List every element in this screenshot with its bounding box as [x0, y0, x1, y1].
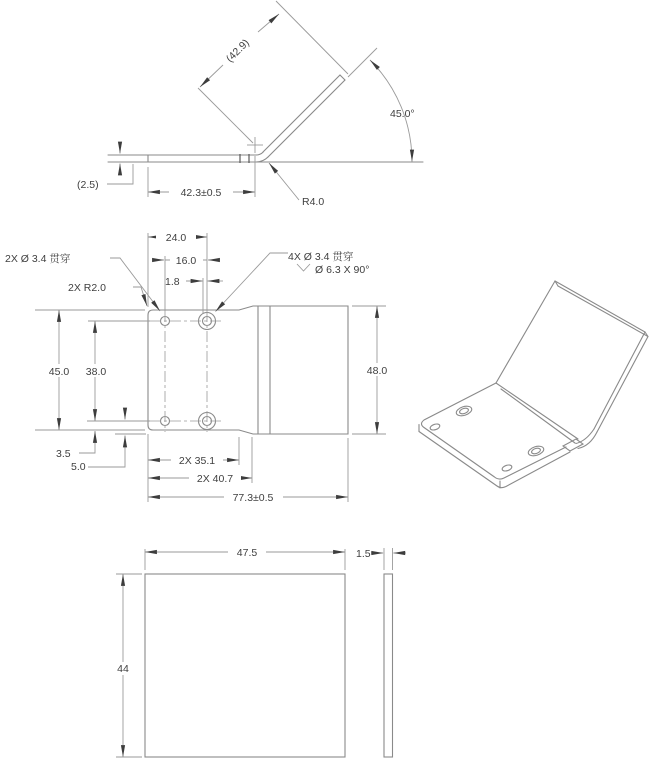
hole-countersunk-outer	[527, 444, 545, 457]
isometric-view	[419, 281, 648, 488]
bend-curve-inner	[578, 432, 597, 449]
dim-line	[258, 14, 279, 32]
leader-line	[269, 163, 299, 200]
flat-pattern-view	[5, 231, 394, 504]
part-outline	[148, 306, 348, 434]
flange-right-edge-2	[597, 337, 648, 433]
dim-base-length: 42.3±0.5	[180, 187, 222, 199]
dim-hole-cols-spacing: 16.0	[175, 255, 197, 267]
flange-top-edge-2	[558, 286, 648, 337]
leader-line	[216, 253, 289, 312]
flange-detail-view	[113, 546, 406, 757]
flange-right-edge	[594, 332, 645, 429]
countersink-icon	[297, 264, 310, 271]
hole-countersunk-outer	[455, 404, 473, 417]
base-top-face	[422, 383, 567, 479]
dim-bend-angle: 45.0°	[390, 108, 415, 120]
dim-bend-radius: R4.0	[302, 196, 325, 208]
bend-foot	[563, 439, 583, 451]
flange-top-edge	[555, 281, 645, 332]
callout-csk-line1: 4X Ø 3.4 贯穿	[288, 251, 354, 263]
dim-flange-height: 44	[117, 663, 129, 675]
flange-side-outline	[384, 574, 393, 757]
callout-holes-left: 2X Ø 3.4 贯穿	[5, 253, 71, 265]
fold-line-2	[501, 389, 575, 443]
dim-hole-to-wide-edge: 5.0	[71, 461, 86, 473]
dim-width-wide: 48.0	[366, 365, 388, 377]
dim-transition-end: 2X 40.7	[196, 473, 234, 485]
flange-left-edge	[496, 281, 555, 383]
flange-tip-cap	[340, 75, 345, 80]
dim-overall-length: 77.3±0.5	[232, 492, 274, 504]
flange-face-outline	[145, 574, 345, 757]
dim-flange-width: 47.5	[236, 547, 258, 559]
hole-plain	[429, 423, 440, 431]
leader-line	[133, 287, 147, 306]
dim-hole-rows-spacing: 38.0	[85, 366, 107, 378]
dim-flange-thickness: 1.5	[356, 548, 371, 560]
bend-inner-arc	[256, 152, 263, 155]
leader-line	[79, 431, 95, 453]
dim-edge-to-hole: 1.8	[165, 276, 180, 288]
extension-line	[198, 88, 253, 143]
flange-inner-edge	[263, 75, 340, 152]
bend-outer-arc	[256, 157, 268, 162]
callout-csk-line2: Ø 6.3 X 90°	[315, 264, 370, 276]
fold-line	[496, 383, 578, 439]
leader-line	[88, 436, 125, 468]
extension-line	[276, 1, 348, 74]
hole-plain	[501, 464, 512, 472]
dim-hole-col-offset: 24.0	[165, 232, 187, 244]
callout-corner-radius: 2X R2.0	[68, 282, 106, 294]
leader-line	[110, 258, 160, 311]
dim-flange-length: (42.9)	[223, 36, 252, 65]
dim-transition-start: 2X 35.1	[178, 455, 216, 467]
dim-width-narrow: 45.0	[48, 366, 70, 378]
dim-line	[200, 65, 223, 87]
dim-hole-to-edge: 3.5	[56, 448, 71, 460]
flange-outer-edge	[268, 80, 345, 157]
dim-thickness: (2.5)	[77, 179, 99, 191]
side-profile-view	[77, 1, 423, 208]
